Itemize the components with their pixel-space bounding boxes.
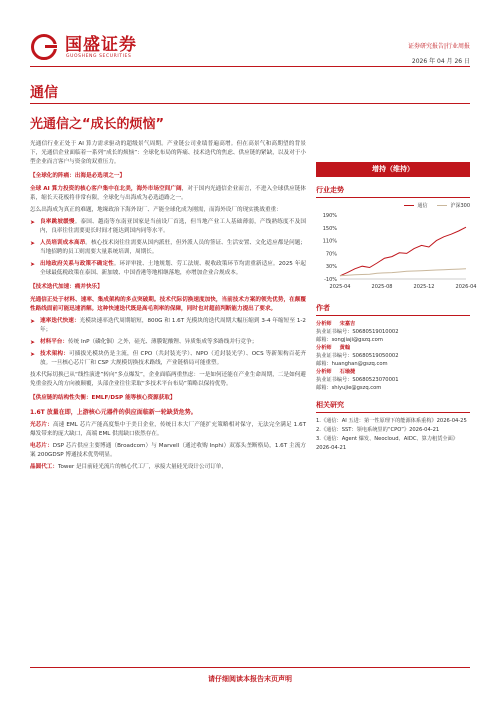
list-item (30, 317, 306, 335)
trend-chart (316, 209, 477, 293)
bullet-lead: 速率迭代快速： (40, 318, 80, 324)
section-tech-lead: 光通信正处于材料、速率、集成架构的多点突破期。技术代际切换速度加快，当前技术方案的领先优势，在颠覆性路线面前可能迅速消解。这种快速迭代既是高毛利率的保障，同时也对超前判断能力提出了要求。 (30, 297, 306, 312)
analyst-cert: 执业证书编号：S0680523070001 (316, 377, 399, 383)
bullet-lead: 技术架构： (40, 351, 69, 357)
list-item (30, 260, 306, 278)
supply-item-text: Tower 是目前硅光流片的核心代工厂，承接大量硅光设计公司订单， (57, 464, 227, 470)
bullet-lead: 人员培训成本高昂 (40, 240, 86, 246)
section-tech-title: 【技术迭代加速：痛并快乐】 (30, 284, 103, 290)
supply-item-text: 高速 EML 芯片产能高度集中于美日企业，传统日本大厂产能扩充策略相对保守，无法完全满足 1.6T 爆发带来的庞大缺口，高端 EML 供需缺口依然存在。 (30, 422, 306, 437)
related-list (316, 417, 470, 453)
bullet-lead: 出地政府关系与政策不确定性 (40, 261, 114, 267)
section-tech-summary: 技术代际切换已从“线性演进”转向“多点爆发”，企业面临两重焦虑：一是如何还能在产业生命周期，二是如何避免重金投入的方向被颠覆，头部企业往往采取“多技术平台布局”策略以保持优势。 (30, 372, 306, 387)
legend-item (437, 202, 470, 209)
analyst-email: 邮箱：songjiaji@gszq.com (316, 337, 383, 343)
supply-item-lead: 电芯片： (30, 443, 53, 449)
analyst-name: 黄翰 (339, 345, 351, 351)
related-title: 相关研究 (316, 400, 470, 413)
report-meta (408, 41, 470, 65)
y-tick-label: 190% (322, 213, 337, 219)
list-item (30, 218, 306, 236)
series-line (340, 227, 466, 276)
analyst-name: 宋嘉吉 (339, 321, 356, 327)
lead-text: 全球 AI 算力投资的核心客户集中在北美，海外市场空间广阔 (30, 186, 182, 192)
brand-name-en: GUOSHENG SECURITIES (66, 53, 132, 59)
body-text: ，对于国内光通信企业而言，不进入全球供应链体系，缩长天花板将非常有限，全球化与出海成为必选道路之一。 (30, 186, 306, 201)
y-tick-label: -10% (324, 277, 337, 283)
x-tick-label: 2025-08 (371, 284, 393, 290)
brand-logo (31, 34, 137, 60)
bullet-text: 光模块速率迭代周期缩短，800G 和 1.6T 光模块的迭代周期大幅压缩到 3-4 年缩短至 1-2 年； (40, 318, 306, 333)
list-item (30, 239, 306, 257)
legend-label: 沪深300 (450, 203, 470, 209)
supply-item-lead: 光芯片： (30, 422, 53, 428)
supply-item (30, 442, 306, 460)
chart-legend (316, 202, 470, 209)
bullet-text: 。泰国、越南等东南亚国家是当前设厂首选，但当地产业工人基础薄弱，产线熟练度不及国内，良率往往需要更长时间才能达到国内同等水平。 (40, 219, 306, 234)
y-tick-label: 110% (322, 238, 337, 245)
analyst-cert: 执业证书编号：S0680519050002 (316, 353, 399, 359)
analysts-title: 作者 (316, 303, 470, 316)
report-title: 光通信之“成长的烦恼” (30, 117, 165, 132)
analyst-role: 分析师 (316, 321, 332, 327)
bullet-icon: ➤ (30, 318, 36, 325)
legend-label: 通信 (417, 203, 428, 209)
bullet-icon: ➤ (30, 240, 36, 247)
legend-swatch (404, 205, 414, 207)
supply-item (30, 421, 306, 439)
section-globalization-title: 【全球化的阵痛：出海是必选项之一】 (30, 173, 126, 179)
industry-label: 通信 (30, 85, 58, 101)
supply-item-lead: 晶圆代工： (30, 464, 58, 470)
bullet-text: 。环评审批、土地规划、劳工法规、税收政策环节均需重新适应。2025 年起全球最低税政策在泰国、新加坡、中国香港等地相继落地，亦增加企业合规成本。 (40, 261, 306, 276)
analyst-email: 邮箱：shiyujie@gszq.com (316, 385, 382, 391)
analyst-cert: 执业证书编号：S0680519010002 (316, 329, 399, 335)
analyst-email: 邮箱：huanghan@gszq.com (316, 361, 388, 367)
industry-divider (30, 103, 470, 104)
brand-mark-icon (31, 34, 59, 60)
bullet-icon: ➤ (30, 339, 36, 346)
section-supply-title: 【供应链的结构性失衡：EMLF/DSP 能等核心资源获取】 (30, 395, 176, 401)
analyst-role: 分析师 (316, 345, 332, 351)
bullet-icon: ➤ (30, 261, 36, 268)
brand-name-cn: 国盛证券 (65, 34, 137, 55)
related-item[interactable]: 3.《通信：Agent 爆发、Neocloud、AIDC、算力租赁全面》2026-04-21 (316, 436, 458, 451)
bullet-lead: 材料平台： (40, 339, 68, 345)
bullet-lead: 良率跳坡缓慢 (40, 219, 75, 225)
intro-paragraph: 光通信行业正处于 AI 算力需求驱动的超级景气周期。产业链公司业绩普遍高增。但在高景气和高期望的背景下，光通信企业面临着一系列“成长的烦恼”：全球化布局的阵痛、技术迭代的焦虑、供应链的紧缺，以及对于小型企业而言客户与资金的双重压力。 (30, 141, 306, 165)
bullet-text: 传统 InP（磷化铟）之外，硅光、薄膜铌酸锂、异质集成等多路线并行竞争； (67, 339, 258, 345)
section-globalization-p2: 怎么出海成为真正的难题，地缘政治下海外设厂、产能全球化成为刚需，而海外设厂的现实挑战重重： (30, 207, 282, 213)
legend-swatch (437, 205, 447, 207)
bullet-text: 。核心技术岗往往需要从国内派驻，但外派人员的签证、生活安置、文化适应都是问题；当地招聘的员工则需要大量系统培训，周期长。 (40, 240, 306, 255)
x-tick-label: 2026-04 (455, 284, 477, 290)
related-item[interactable]: 1.《通信：AI 五进：第一性原理下的能源体系重构》2026-04-25 (316, 418, 467, 424)
bullet-icon: ➤ (30, 351, 36, 358)
header-divider (30, 66, 470, 67)
analyst-name: 石瑜捷 (339, 369, 356, 375)
analyst-role: 分析师 (316, 369, 332, 375)
rating-badge: 增持（维持） (316, 162, 470, 177)
bullet-icon: ➤ (30, 219, 36, 226)
trend-title: 行业走势 (316, 185, 470, 198)
list-item (30, 338, 306, 347)
x-tick-label: 2025-04 (329, 284, 351, 290)
supply-item-text: DSP 芯片供应主要博通（Broadcom）与 Marvell（通过收购 Inphi）双寡头垄断格局，1.6T 主流方案 200GDSP 博通技术优势明显。 (30, 443, 306, 458)
series-line (340, 269, 466, 276)
report-date: 2026 年 04 月 26 日 (411, 58, 470, 65)
section-globalization-p1 (30, 185, 306, 203)
x-tick-label: 2025-12 (413, 284, 435, 290)
y-tick-label: 70% (325, 251, 337, 258)
section-supply-headline: 1.6T 放量在即，上游核心元器件的供应面临新一轮缺货危势。 (30, 409, 197, 416)
bullet-text: 可插拔光模块仍是主流，但 CPO（共封装光学）、NPO（近封装光学）、OCS 等新架构百花齐放。一旦核心芯片厂和 CSP 大规模切换技术路线，产业链格局可能重塑。 (40, 351, 306, 366)
footer-divider (30, 667, 470, 668)
legend-item (404, 202, 427, 209)
sidebar (316, 140, 477, 453)
footer-disclaimer: 请仔细阅读本报告末页声明 (208, 675, 292, 683)
list-item (30, 350, 306, 368)
report-type: 证券研究报告|行业周报 (407, 43, 470, 50)
analyst-block (316, 320, 470, 392)
supply-item (30, 463, 306, 472)
main-content (30, 140, 306, 475)
y-tick-label: 150% (322, 225, 337, 232)
y-tick-label: 30% (325, 264, 337, 271)
related-item[interactable]: 2.《通信：SST：领电系统里的“CPO”》2026-04-21 (316, 427, 440, 433)
